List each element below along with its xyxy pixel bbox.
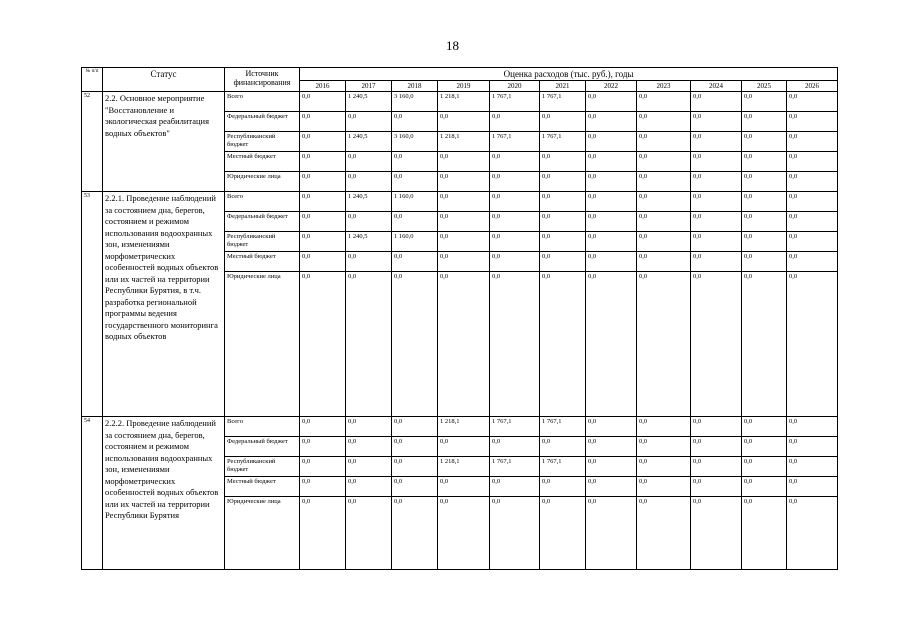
row-number: 52	[82, 92, 103, 192]
expense-value: 0,0	[586, 212, 637, 232]
header-estimate: Оценка расходов (тыс. руб.), годы	[300, 68, 838, 81]
expense-value: 1 240,5	[346, 192, 392, 212]
funding-source: Федеральный бюджет	[225, 212, 300, 232]
expense-value: 1 240,5	[346, 92, 392, 112]
expense-value: 0,0	[691, 152, 742, 172]
expense-value: 0,0	[490, 252, 540, 272]
expense-value: 0,0	[392, 497, 438, 570]
expense-value: 3 160,0	[392, 92, 438, 112]
expense-value: 0,0	[586, 92, 637, 112]
table-row	[82, 417, 838, 437]
expense-value: 0,0	[637, 477, 691, 497]
expense-value: 0,0	[392, 212, 438, 232]
expense-value: 0,0	[438, 212, 490, 232]
funding-source: Республиканский бюджет	[225, 232, 300, 252]
expense-value: 0,0	[691, 252, 742, 272]
expense-value: 0,0	[490, 212, 540, 232]
funding-source: Юридические лица	[225, 272, 300, 417]
expense-value: 0,0	[637, 497, 691, 570]
year-header: 2018	[392, 81, 438, 92]
expense-value: 0,0	[540, 232, 586, 252]
expense-value: 0,0	[392, 112, 438, 132]
expense-value: 0,0	[637, 132, 691, 152]
expense-value: 0,0	[742, 192, 787, 212]
funding-source: Всего	[225, 417, 300, 437]
expense-value: 0,0	[346, 477, 392, 497]
expense-value: 0,0	[787, 112, 838, 132]
expense-value: 0,0	[787, 172, 838, 192]
expense-value: 0,0	[787, 92, 838, 112]
expense-value: 0,0	[691, 172, 742, 192]
header-num: № п/п	[82, 68, 103, 92]
table-row	[82, 92, 838, 112]
expense-value: 0,0	[586, 272, 637, 417]
expense-value: 0,0	[540, 172, 586, 192]
expense-value: 0,0	[346, 417, 392, 437]
expense-value: 1 160,0	[392, 232, 438, 252]
expense-value: 0,0	[637, 417, 691, 437]
expense-value: 0,0	[540, 497, 586, 570]
expense-value: 0,0	[691, 437, 742, 457]
expense-value: 0,0	[742, 152, 787, 172]
expense-value: 0,0	[637, 252, 691, 272]
expense-value: 0,0	[346, 497, 392, 570]
expense-value: 0,0	[300, 497, 346, 570]
expense-value: 0,0	[490, 112, 540, 132]
expense-value: 1 240,5	[346, 232, 392, 252]
expense-value: 0,0	[346, 457, 392, 477]
expense-value: 0,0	[438, 112, 490, 132]
expense-value: 1 218,1	[438, 92, 490, 112]
expense-value: 0,0	[300, 272, 346, 417]
expense-value: 0,0	[392, 252, 438, 272]
expense-value: 0,0	[300, 92, 346, 112]
expense-value: 0,0	[742, 212, 787, 232]
expense-value: 0,0	[691, 112, 742, 132]
expense-value: 0,0	[346, 172, 392, 192]
year-header: 2023	[637, 81, 691, 92]
funding-source: Местный бюджет	[225, 252, 300, 272]
expense-value: 0,0	[742, 232, 787, 252]
expense-value: 0,0	[586, 437, 637, 457]
expense-value: 0,0	[300, 457, 346, 477]
expense-value: 0,0	[586, 232, 637, 252]
expense-value: 0,0	[540, 477, 586, 497]
expense-value: 0,0	[637, 457, 691, 477]
expense-value: 0,0	[392, 172, 438, 192]
expense-value: 0,0	[300, 192, 346, 212]
expense-value: 0,0	[742, 497, 787, 570]
activity-status: 2.2.1. Проведение наблюдений за состоянием дна, берегов, состоянием и режимом использования водоохранных зон, изменениями морфометрических особенностей водных объектов или их частей на территории Республики Бурятия, в т.ч. разработка региональной программы ведения государственного мониторинга водных объектов	[103, 192, 225, 417]
expense-value: 0,0	[490, 192, 540, 212]
expense-value: 0,0	[438, 252, 490, 272]
funding-source: Местный бюджет	[225, 477, 300, 497]
expense-value: 0,0	[691, 132, 742, 152]
expense-value: 0,0	[540, 112, 586, 132]
expense-value: 0,0	[300, 152, 346, 172]
expense-value: 0,0	[490, 152, 540, 172]
year-header: 2020	[490, 81, 540, 92]
expense-value: 0,0	[637, 112, 691, 132]
expense-value: 1 767,1	[540, 92, 586, 112]
expense-value: 0,0	[300, 437, 346, 457]
expense-value: 0,0	[346, 152, 392, 172]
year-header: 2025	[742, 81, 787, 92]
expense-value: 0,0	[392, 457, 438, 477]
expense-value: 0,0	[637, 272, 691, 417]
funding-source: Федеральный бюджет	[225, 112, 300, 132]
expense-value: 0,0	[346, 437, 392, 457]
expense-value: 1 218,1	[438, 417, 490, 437]
expense-value: 0,0	[742, 132, 787, 152]
expense-value: 0,0	[691, 497, 742, 570]
expense-value: 0,0	[787, 477, 838, 497]
expense-value: 0,0	[637, 192, 691, 212]
year-header: 2017	[346, 81, 392, 92]
expense-value: 0,0	[300, 172, 346, 192]
expense-value: 0,0	[742, 457, 787, 477]
expense-value: 0,0	[300, 212, 346, 232]
expense-value: 0,0	[490, 172, 540, 192]
expense-value: 0,0	[742, 417, 787, 437]
expense-value: 1 767,1	[540, 132, 586, 152]
expense-value: 0,0	[392, 417, 438, 437]
expense-value: 0,0	[392, 272, 438, 417]
expense-value: 0,0	[438, 497, 490, 570]
row-number: 54	[82, 417, 103, 570]
expense-value: 0,0	[586, 417, 637, 437]
expense-value: 0,0	[691, 192, 742, 212]
expense-value: 0,0	[691, 477, 742, 497]
expense-value: 0,0	[787, 252, 838, 272]
expense-value: 0,0	[300, 112, 346, 132]
table-body	[82, 92, 838, 570]
expense-value: 0,0	[586, 132, 637, 152]
expense-value: 0,0	[540, 152, 586, 172]
expense-value: 0,0	[490, 272, 540, 417]
expense-value: 0,0	[637, 212, 691, 232]
table-row	[82, 192, 838, 212]
expense-value: 0,0	[586, 192, 637, 212]
year-header: 2024	[691, 81, 742, 92]
expense-value: 1 767,1	[490, 417, 540, 437]
expense-value: 1 218,1	[438, 132, 490, 152]
funding-source: Юридические лица	[225, 172, 300, 192]
expense-value: 0,0	[438, 232, 490, 252]
expense-value: 0,0	[787, 232, 838, 252]
budget-table	[81, 67, 838, 570]
expense-value: 0,0	[691, 457, 742, 477]
expense-value: 1 218,1	[438, 457, 490, 477]
expense-value: 1 160,0	[392, 192, 438, 212]
expense-value: 0,0	[586, 112, 637, 132]
funding-source: Республиканский бюджет	[225, 457, 300, 477]
expense-value: 0,0	[540, 212, 586, 232]
expense-value: 0,0	[300, 417, 346, 437]
expense-value: 0,0	[691, 232, 742, 252]
expense-value: 0,0	[787, 272, 838, 417]
expense-value: 0,0	[691, 272, 742, 417]
expense-value: 0,0	[586, 457, 637, 477]
funding-source: Местный бюджет	[225, 152, 300, 172]
expense-value: 0,0	[438, 192, 490, 212]
activity-status: 2.2. Основное мероприятие "Восстановление и экологическая реабилитация водных объектов"	[103, 92, 225, 192]
expense-value: 0,0	[438, 272, 490, 417]
expense-value: 0,0	[392, 477, 438, 497]
expense-value: 0,0	[586, 152, 637, 172]
expense-value: 1 767,1	[490, 457, 540, 477]
expense-value: 0,0	[787, 132, 838, 152]
expense-value: 0,0	[742, 112, 787, 132]
expense-value: 0,0	[438, 172, 490, 192]
expense-value: 0,0	[637, 437, 691, 457]
expense-value: 0,0	[346, 112, 392, 132]
funding-source: Юридические лица	[225, 497, 300, 570]
expense-value: 0,0	[691, 212, 742, 232]
expense-value: 0,0	[300, 232, 346, 252]
year-header: 2026	[787, 81, 838, 92]
funding-source: Всего	[225, 192, 300, 212]
expense-value: 0,0	[637, 152, 691, 172]
year-header: 2016	[300, 81, 346, 92]
expense-value: 0,0	[300, 252, 346, 272]
expense-value: 0,0	[742, 437, 787, 457]
expense-value: 0,0	[787, 152, 838, 172]
expense-value: 1 767,1	[490, 92, 540, 112]
expense-value: 0,0	[586, 252, 637, 272]
expense-value: 0,0	[438, 477, 490, 497]
expense-value: 0,0	[540, 192, 586, 212]
expense-value: 0,0	[637, 232, 691, 252]
header-status: Статус	[103, 68, 225, 92]
expense-value: 3 160,0	[392, 132, 438, 152]
expense-value: 0,0	[346, 252, 392, 272]
expense-value: 0,0	[787, 192, 838, 212]
expense-value: 0,0	[586, 497, 637, 570]
year-header: 2019	[438, 81, 490, 92]
expense-value: 0,0	[787, 212, 838, 232]
expense-value: 0,0	[691, 417, 742, 437]
year-header: 2021	[540, 81, 586, 92]
expense-value: 0,0	[742, 172, 787, 192]
expense-value: 0,0	[300, 132, 346, 152]
expense-value: 0,0	[490, 497, 540, 570]
expense-value: 0,0	[490, 477, 540, 497]
expense-value: 0,0	[586, 477, 637, 497]
year-header: 2022	[586, 81, 637, 92]
expense-value: 0,0	[742, 272, 787, 417]
header-source: Источник финансирования	[225, 68, 300, 92]
expense-value: 0,0	[438, 437, 490, 457]
expense-value: 0,0	[787, 497, 838, 570]
funding-source: Всего	[225, 92, 300, 112]
expense-value: 0,0	[742, 477, 787, 497]
expense-value: 0,0	[586, 172, 637, 192]
row-number: 53	[82, 192, 103, 417]
expense-value: 0,0	[540, 437, 586, 457]
header-row	[82, 68, 838, 81]
expense-value: 0,0	[392, 437, 438, 457]
funding-source: Федеральный бюджет	[225, 437, 300, 457]
expense-value: 1 767,1	[540, 457, 586, 477]
expense-value: 0,0	[787, 417, 838, 437]
expense-value: 0,0	[691, 92, 742, 112]
expense-value: 0,0	[438, 152, 490, 172]
funding-source: Республиканский бюджет	[225, 132, 300, 152]
expense-value: 1 240,5	[346, 132, 392, 152]
expense-value: 0,0	[540, 272, 586, 417]
expense-value: 1 767,1	[540, 417, 586, 437]
expense-value: 0,0	[346, 272, 392, 417]
expense-value: 0,0	[392, 152, 438, 172]
expense-value: 0,0	[742, 252, 787, 272]
expense-value: 0,0	[346, 212, 392, 232]
expense-value: 0,0	[490, 437, 540, 457]
expense-value: 0,0	[787, 437, 838, 457]
page-number: 18	[446, 38, 459, 53]
expense-value: 0,0	[787, 457, 838, 477]
expense-value: 0,0	[637, 172, 691, 192]
activity-status: 2.2.2. Проведение наблюдений за состоянием дна, берегов, состоянием и режимом использования водоохранных зон, изменениями морфометрических особенностей водных объектов или их частей на территории Республики Бурятия	[103, 417, 225, 570]
expense-value: 0,0	[540, 252, 586, 272]
expense-value: 0,0	[742, 92, 787, 112]
expense-value: 0,0	[637, 92, 691, 112]
expense-value: 0,0	[490, 232, 540, 252]
expense-value: 1 767,1	[490, 132, 540, 152]
expense-value: 0,0	[300, 477, 346, 497]
